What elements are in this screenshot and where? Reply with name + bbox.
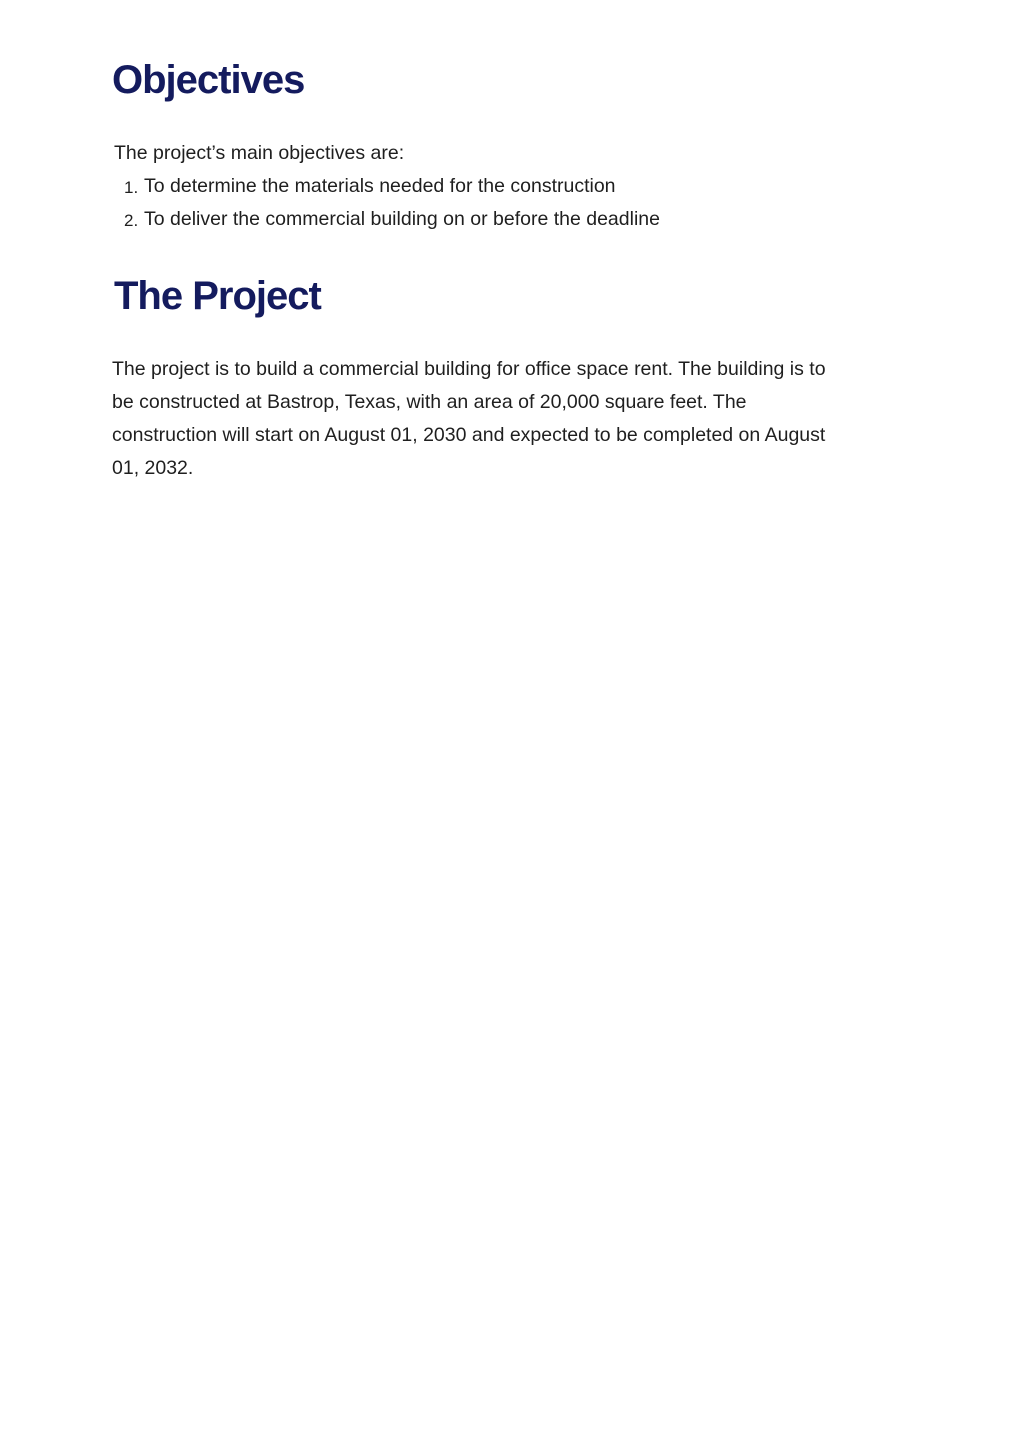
- objectives-intro: The project’s main objectives are:: [114, 142, 405, 164]
- paragraph-line: 01, 2032.: [112, 457, 194, 479]
- list-item-number: 2.: [124, 211, 139, 230]
- project-heading: The Project: [114, 274, 321, 318]
- list-item-number: 1.: [124, 178, 139, 197]
- project-paragraph: [112, 353, 912, 485]
- list-item-text: To determine the materials needed for the construction: [144, 175, 616, 197]
- list-item-text: To deliver the commercial building on or before the deadline: [144, 208, 660, 230]
- paragraph-line: The project is to build a commercial building for office space rent. The building is to: [112, 358, 826, 380]
- paragraph-line: be constructed at Bastrop, Texas, with an area of 20,000 square feet. The: [112, 391, 747, 413]
- objectives-heading: Objectives: [112, 58, 305, 102]
- paragraph-line: construction will start on August 01, 2030 and expected to be completed on August: [112, 424, 826, 446]
